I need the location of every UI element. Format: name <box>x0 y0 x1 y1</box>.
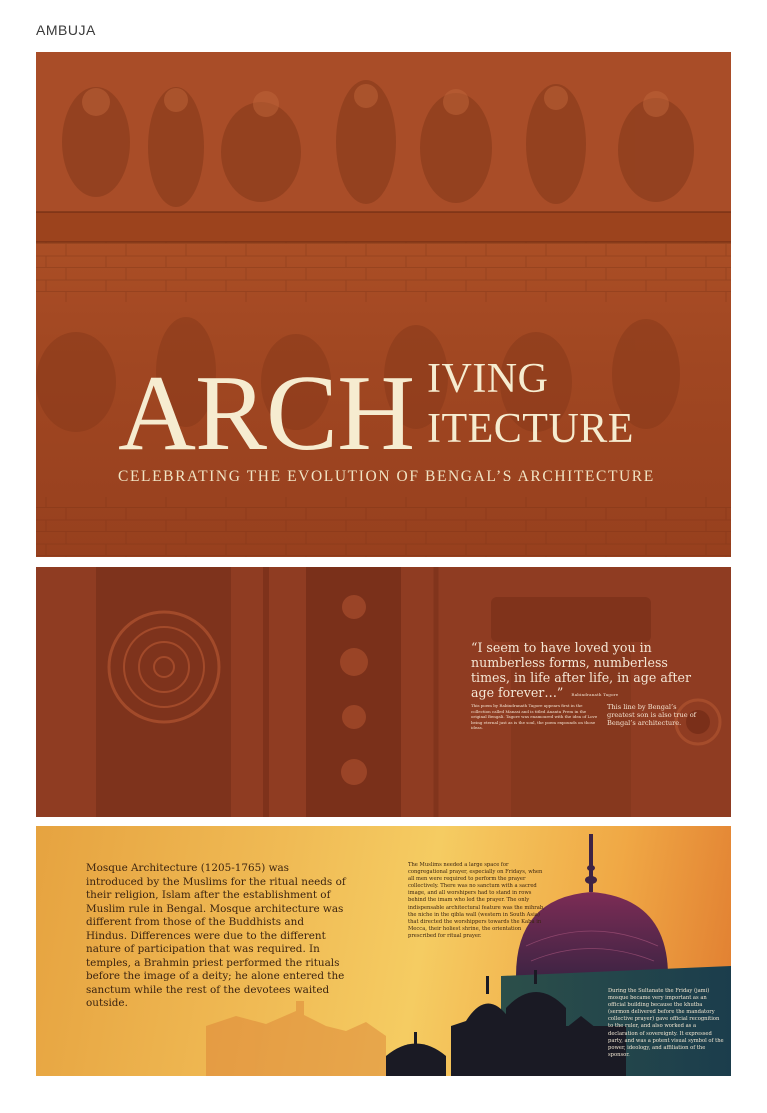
mosque-panel <box>36 826 731 1076</box>
quote-attribution: Rabindranath Tagore <box>571 692 619 697</box>
brand-label: AMBUJA <box>36 22 96 38</box>
cover-title-bottom: ITECTURE <box>427 406 634 452</box>
cover-panel <box>36 52 731 557</box>
quote-panel <box>36 567 731 817</box>
cover-subtitle: CELEBRATING THE EVOLUTION OF BENGAL’S ARCHITECTURE <box>118 468 655 485</box>
mosque-sultanate-text: During the Sultanate the Friday (jami) mosque became very important as an official building because the khutba (sermon delivered before the mandatory collective prayer) gave official recognition to the ruler, and also worked as a declaration of sovereignty. It expressed party, and was a potent visual symbol of the power, ideology, and affiliation of the sponsor. <box>608 988 724 1058</box>
tagore-quote <box>471 640 701 702</box>
cover-title-big: ARCH <box>118 354 415 473</box>
cover-title-top: IVING <box>427 356 549 402</box>
poem-note: This poem by Rabindranath Tagore appears first in the collection called Manasi and is titled Ananta Prem in the original Bengali. Tagore was enamoured with the idea of Love being eternal just as is the soul, the poem expounds on those ideas. <box>471 703 598 731</box>
mosque-prayer-text: The Muslims needed a large space for congregational prayer, especially on Fridays, when all men were required to perform the prayer collectively. There was no sanctum with a sacred image, and all worshipers had to stand in rows behind the imam who led the prayer. The only indispensable architectural feature was the mihrab, the niche in the qibla wall (western in South Asia) that directed the worshippers towards the Kaba in Mecca, their holiest shrine, the orientation prescribed for ritual prayer. <box>408 862 545 939</box>
mosque-main-text: Mosque Architecture (1205-1765) was introduced by the Muslims for the ritual needs of their religion, Islam after the establishment of Muslim rule in Bengal. Mosque architecture was different from those of the Buddhists and Hindus. Differences were due to the different nature of participation that was required. In temples, a Brahmin priest performed the rituals before the image of a deity; he alone entered the sanctum while the rest of the devotees waited outside. <box>86 862 346 1009</box>
line-note: This line by Bengal’s greatest son is also true of Bengal’s architecture. <box>607 703 697 727</box>
quote-text: “I seem to have loved you in numberless forms, numberless times, in life after life, in age after age forever…” <box>471 640 692 700</box>
